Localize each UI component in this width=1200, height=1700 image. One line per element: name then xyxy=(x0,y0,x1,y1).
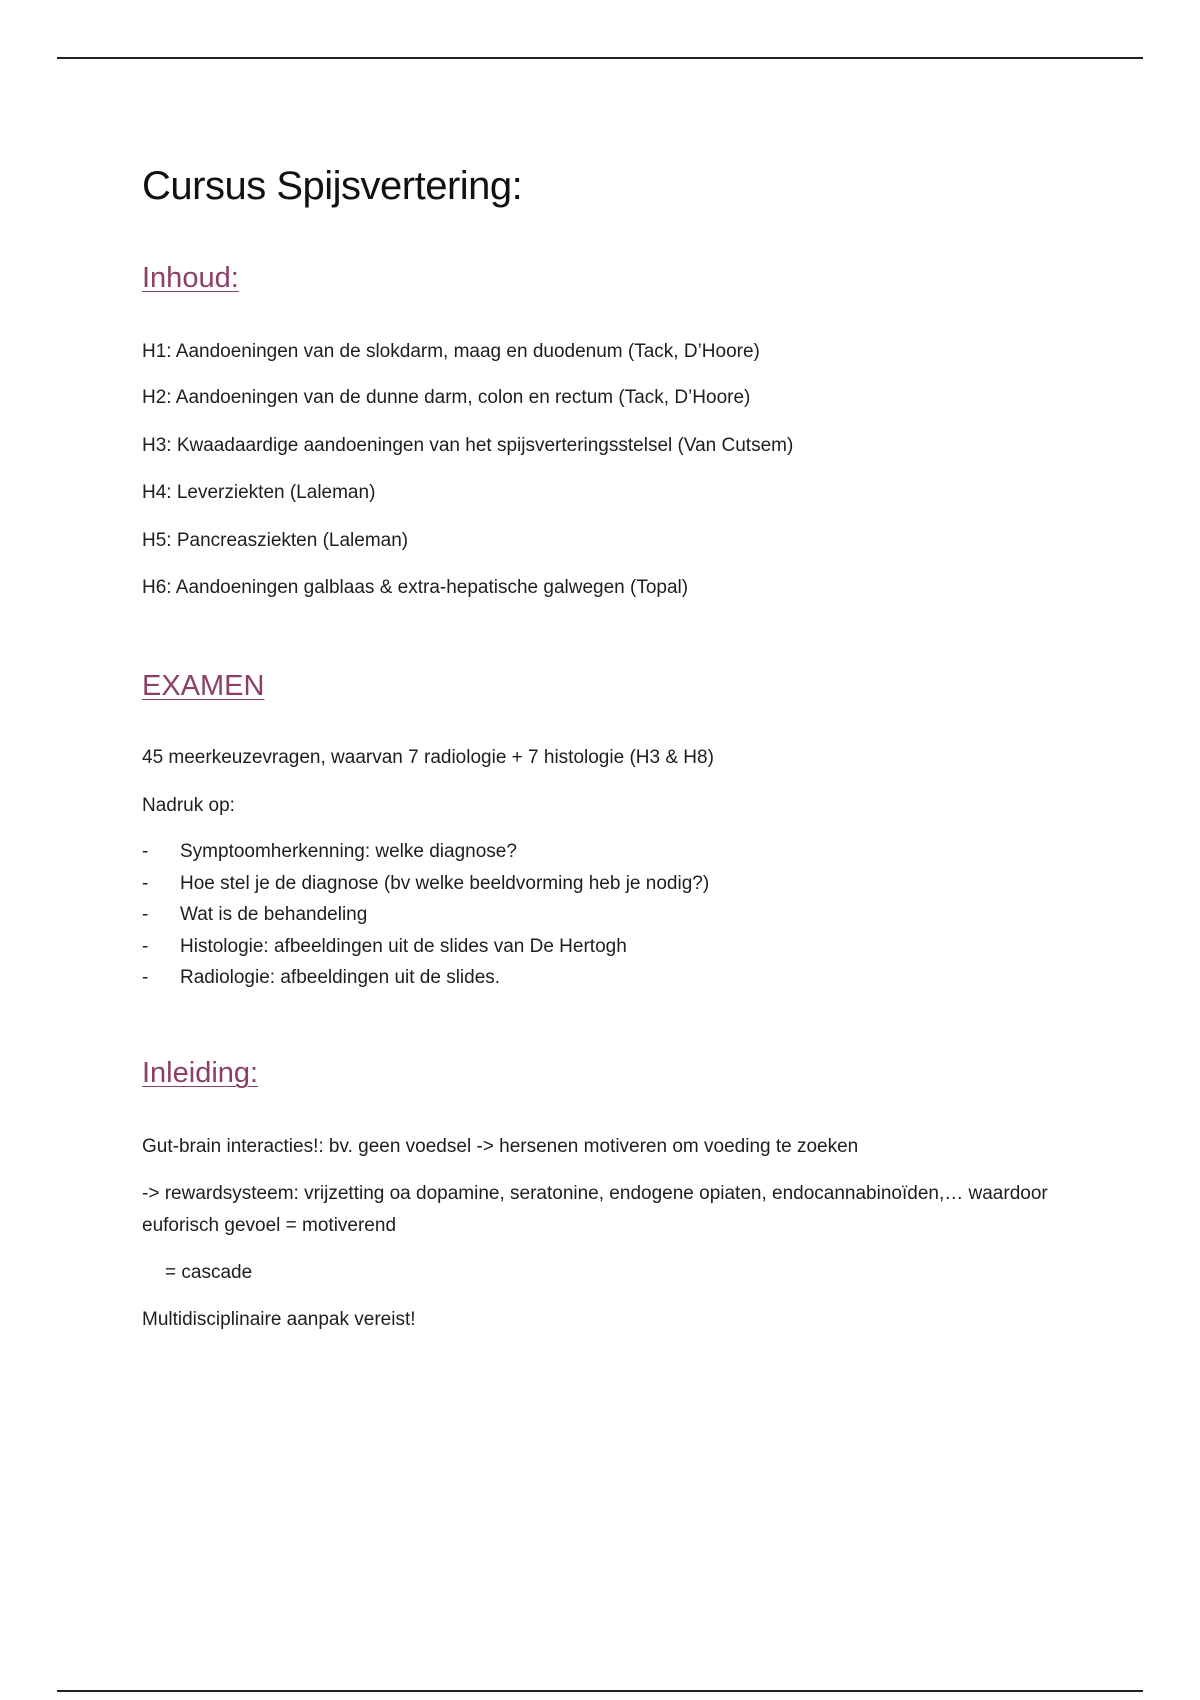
section-heading-examen: EXAMEN xyxy=(142,670,265,702)
inleiding-paragraph: Gut-brain interacties!: bv. geen voedsel -> hersenen motiveren om voeding te zoeken xyxy=(142,1136,859,1157)
exam-summary: 45 meerkeuzevragen, waarvan 7 radiologie + 7 histologie (H3 & H8) xyxy=(142,747,714,768)
bullet-dash: - xyxy=(142,841,149,862)
toc-item: H3: Kwaadaardige aandoeningen van het spijsverteringsstelsel (Van Cutsem) xyxy=(142,435,794,456)
bullet-dash: - xyxy=(142,935,149,957)
toc-item: H5: Pancreasziekten (Laleman) xyxy=(142,530,409,551)
toc-item: H1: Aandoeningen van de slokdarm, maag en duodenum (Tack, D’Hoore) xyxy=(142,341,760,362)
list-item xyxy=(142,966,709,998)
page-top-rule xyxy=(57,57,1143,59)
inleiding-paragraph: -> rewardsysteem: vrijzetting oa dopamine, seratonine, endogene opiaten, endocannabinoïden,… waardoor euforisch gevoel = motiverend xyxy=(142,1183,1048,1236)
inleiding-paragraph: = cascade xyxy=(165,1262,253,1283)
section-heading-inleiding: Inleiding: xyxy=(142,1057,259,1089)
exam-bullet-list xyxy=(142,840,709,998)
list-item-text: Symptoomherkenning: welke diagnose? xyxy=(180,841,517,862)
list-item xyxy=(142,903,709,935)
page-bottom-rule xyxy=(57,1690,1143,1692)
list-item-text: Histologie: afbeeldingen uit de slides van De Hertogh xyxy=(180,935,627,957)
document-title: Cursus Spijsvertering: xyxy=(142,164,523,208)
toc-item: H2: Aandoeningen van de dunne darm, colon en rectum (Tack, D’Hoore) xyxy=(142,387,751,408)
list-item-text: Radiologie: afbeeldingen uit de slides. xyxy=(180,967,501,988)
toc-item: H6: Aandoeningen galblaas & extra-hepatische galwegen (Topal) xyxy=(142,577,689,598)
inleiding-paragraph: Multidisciplinaire aanpak vereist! xyxy=(142,1309,416,1330)
list-item xyxy=(142,872,709,904)
section-heading-inhoud: Inhoud: xyxy=(142,262,239,294)
list-item xyxy=(142,935,709,967)
list-item xyxy=(142,840,709,872)
bullet-dash: - xyxy=(142,967,149,988)
list-item-text: Wat is de behandeling xyxy=(180,904,368,925)
list-item-text: Hoe stel je de diagnose (bv welke beeldvorming heb je nodig?) xyxy=(180,872,710,894)
toc-item: H4: Leverziekten (Laleman) xyxy=(142,482,376,503)
bullet-dash: - xyxy=(142,872,149,894)
exam-nadruk-label: Nadruk op: xyxy=(142,795,235,816)
bullet-dash: - xyxy=(142,904,149,925)
